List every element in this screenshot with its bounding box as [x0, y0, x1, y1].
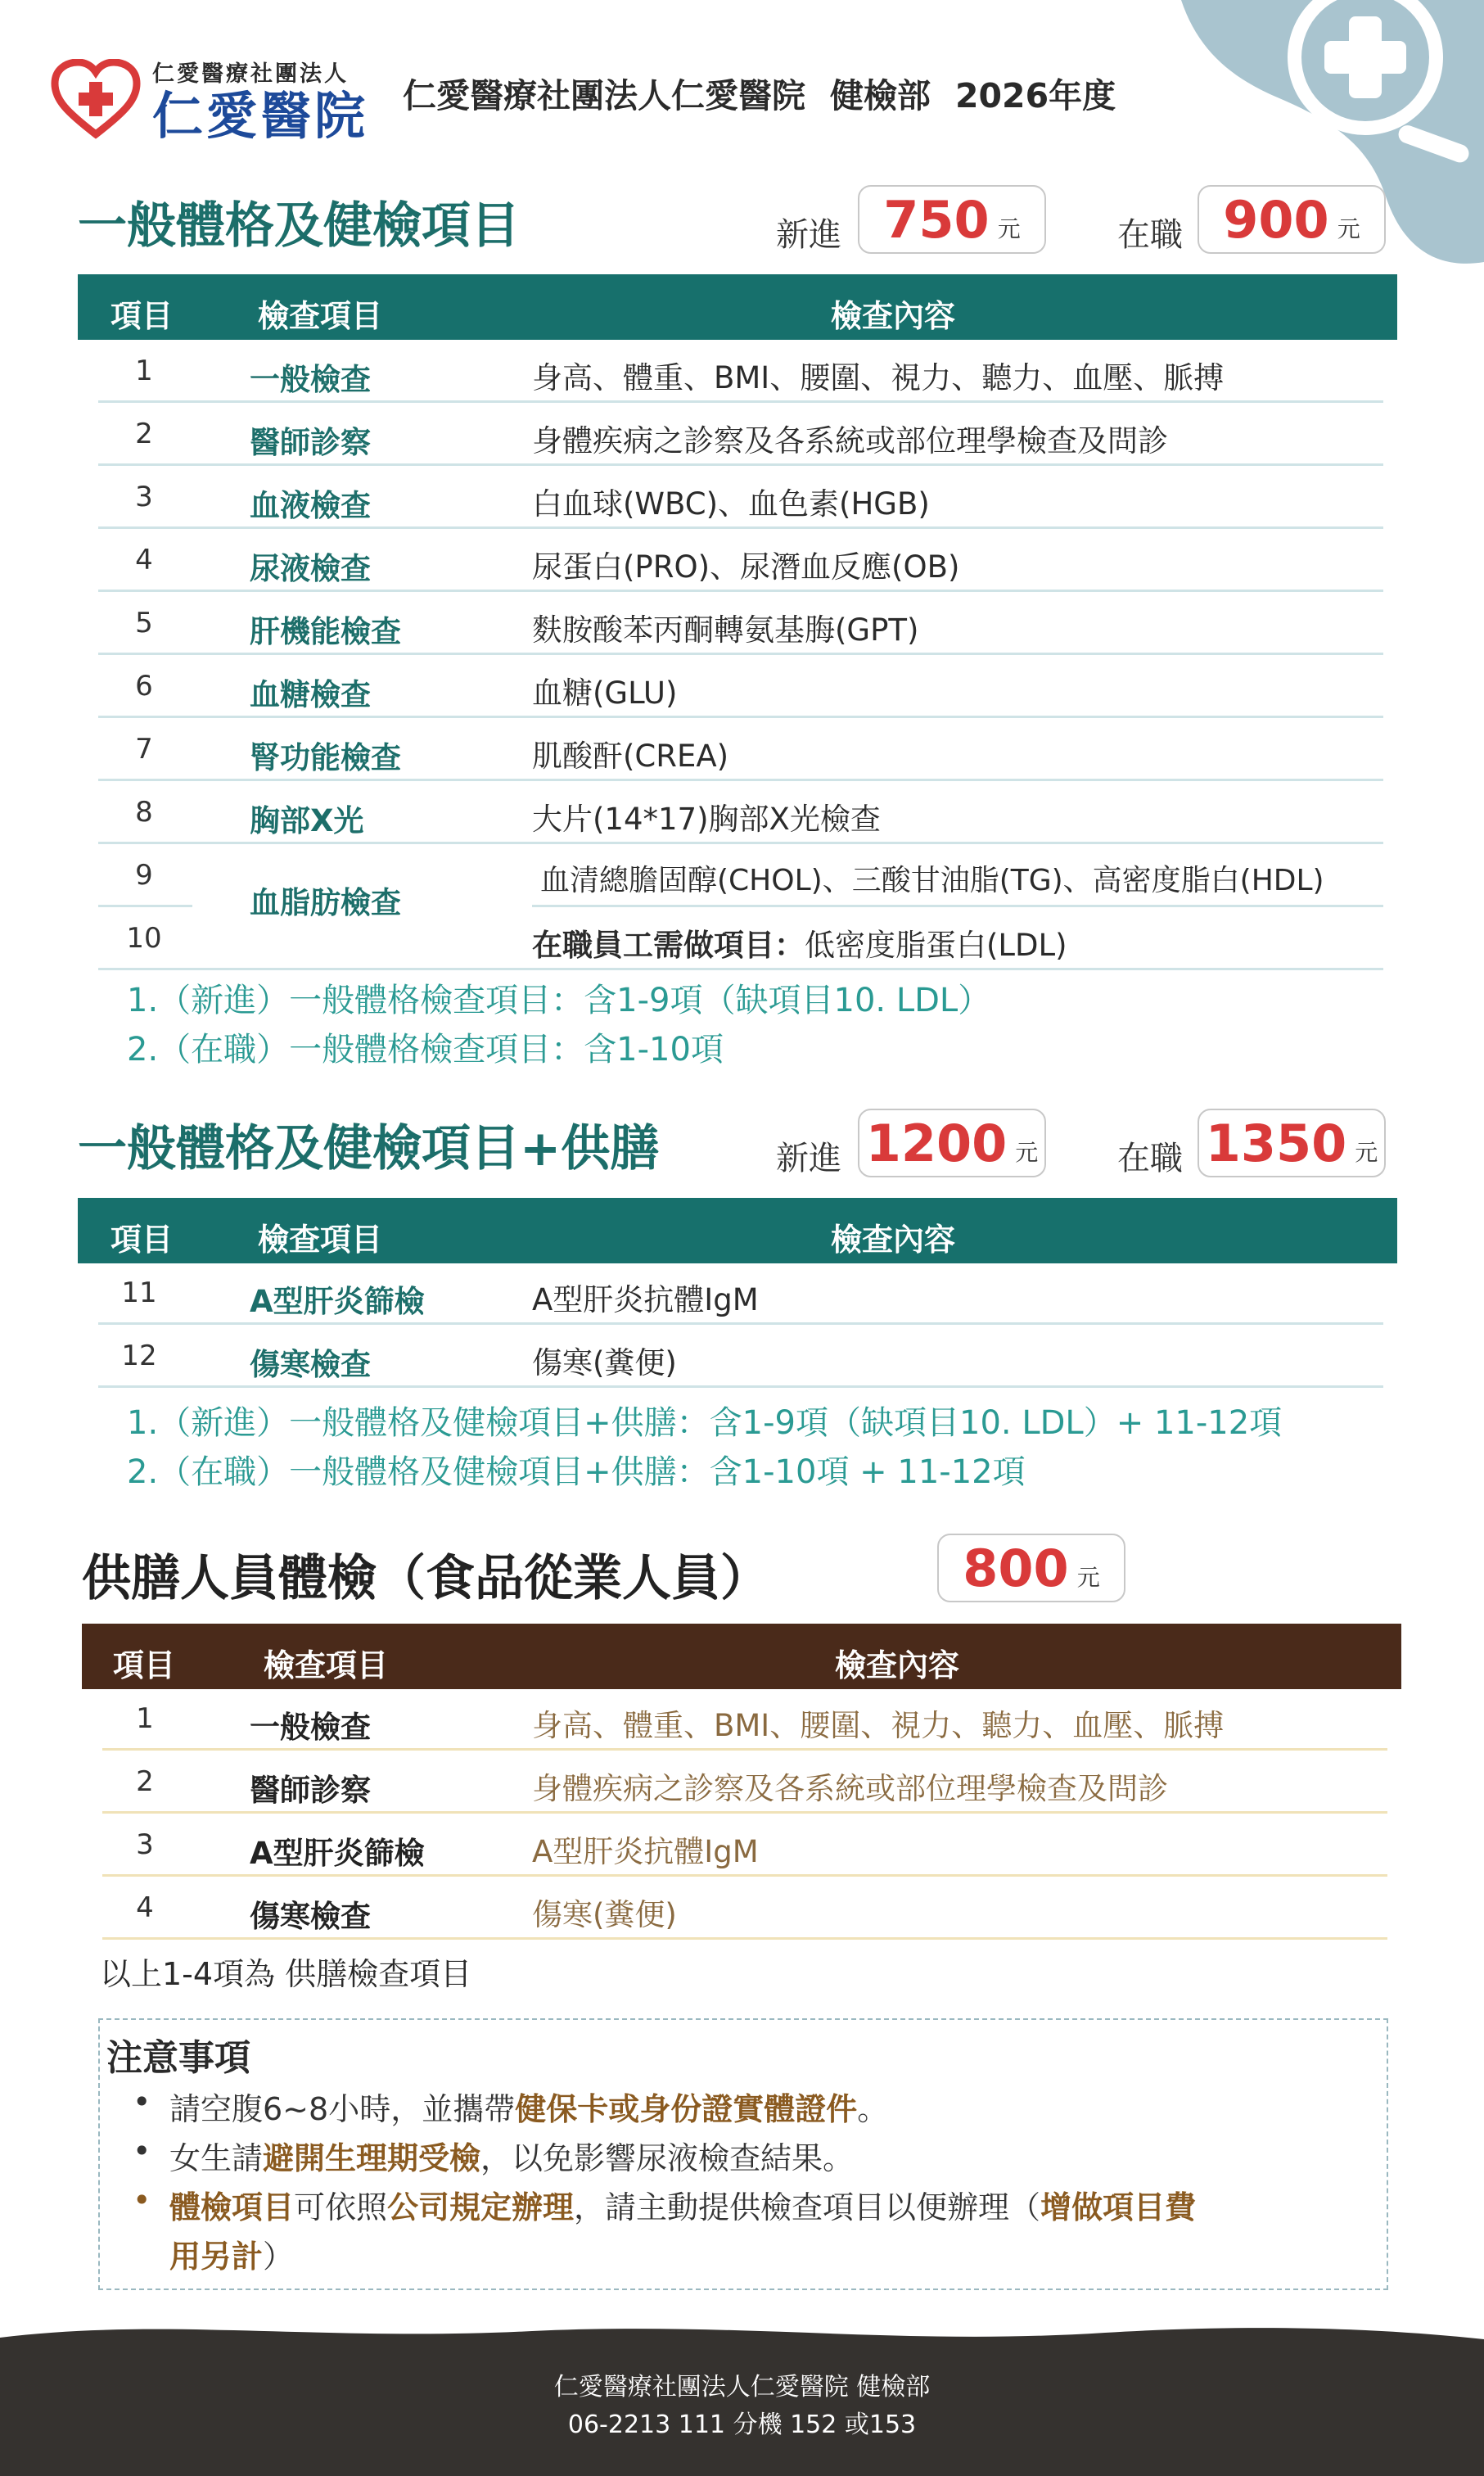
- dept-name: 健檢部: [830, 76, 931, 115]
- row-content: [532, 920, 1067, 965]
- section2-emp-price: 1350: [1205, 1113, 1347, 1173]
- row-content: 身體疾病之診察及各系統或部位理學檢查及問診: [532, 1771, 1168, 1806]
- section2-new-label: 新進: [776, 1140, 841, 1177]
- caution-text: ，以免影響尿液檢查結果。: [480, 2140, 855, 2176]
- section2-note-2: 2.（在職）一般體格及健檢項目+供膳：含1-10項 + 11-12項: [127, 1453, 1026, 1491]
- section1-emp-price-box: [1198, 185, 1386, 254]
- row-item: 醫師診察: [250, 425, 371, 460]
- row-content: A型肝炎抗體IgM: [532, 1834, 759, 1869]
- section1-note-1: 1.（新進）一般體格檢查項目：含1-9項（缺項目10. LDL）: [127, 982, 991, 1019]
- table-row: [102, 1688, 1387, 1751]
- table-row: [98, 655, 1383, 718]
- row-number: 10: [126, 922, 162, 955]
- row-number: 4: [135, 544, 153, 576]
- row-item: 尿液檢查: [250, 551, 371, 586]
- currency-unit: 元: [997, 215, 1021, 242]
- row-content: 尿蛋白(PRO)、尿潛血反應(OB): [532, 549, 960, 585]
- section3-summary: 以上1-4項為 供膳檢查項目: [100, 1956, 472, 1992]
- logo-name: 仁愛醫院: [152, 85, 369, 146]
- row-item: 傷寒檢查: [250, 1347, 371, 1382]
- caution-highlight: 增做項目費: [1040, 2189, 1197, 2225]
- ldl-content: 低密度脂蛋白(LDL): [805, 928, 1067, 963]
- row-divider: [98, 968, 1383, 970]
- row-content: 麩胺酸苯丙酮轉氨基脢(GPT): [532, 612, 919, 648]
- hospital-logo: [51, 56, 368, 145]
- col-header-no: 項目: [111, 1222, 174, 1258]
- row-item: 一般檢查: [250, 362, 371, 397]
- col-header-no: 項目: [113, 1647, 176, 1683]
- section2-note-1: 1.（新進）一般體格及健檢項目+供膳：含1-9項（缺項目10. LDL）+ 11-12項: [127, 1404, 1283, 1442]
- section3-price-box: [937, 1534, 1125, 1602]
- row-number: 3: [135, 481, 153, 513]
- section3-title: 供膳人員體檢（食品從業人員）: [82, 1550, 769, 1607]
- caution-highlight: 避開生理期受檢: [263, 2140, 481, 2176]
- section1-new-price-box: [858, 185, 1046, 254]
- row-number: 12: [121, 1340, 157, 1372]
- section1-title: 一般體格及健檢項目: [78, 197, 520, 255]
- caution-title: 注意事項: [106, 2037, 250, 2079]
- row-number: 9: [135, 859, 153, 892]
- section1-new-label: 新進: [776, 216, 841, 254]
- row-divider: [102, 1937, 1387, 1940]
- row-content: 傷寒(糞便): [532, 1345, 677, 1380]
- section2-new-price-box: [858, 1109, 1046, 1177]
- table-row: [98, 340, 1383, 403]
- row-content: 大片(14*17)胸部X光檢查: [532, 802, 881, 837]
- col-header-item: 檢查項目: [258, 1222, 383, 1258]
- row-content: 身高、體重、BMI、腰圍、視力、聽力、血壓、脈搏: [532, 360, 1225, 395]
- row-number: 11: [121, 1276, 157, 1309]
- col-header-content: 檢查內容: [831, 298, 956, 334]
- section3-price: 800: [963, 1538, 1069, 1598]
- section1-emp-label: 在職: [1117, 216, 1183, 254]
- table-row: [102, 1877, 1387, 1940]
- currency-unit: 元: [1076, 1564, 1100, 1591]
- table-row: [102, 1751, 1387, 1814]
- row-number: 2: [135, 418, 153, 450]
- section2-emp-price-box: [1198, 1109, 1386, 1177]
- currency-unit: 元: [1355, 1139, 1378, 1166]
- section2-new-price: 1200: [865, 1113, 1008, 1173]
- row-content: 傷寒(糞便): [532, 1897, 677, 1932]
- row-number: 8: [135, 796, 153, 829]
- row-content: 身體疾病之診察及各系統或部位理學檢查及問診: [532, 423, 1168, 459]
- page-title: [403, 69, 1140, 117]
- row-item: 腎功能檢查: [250, 740, 401, 775]
- section1-table-header: [78, 274, 1397, 340]
- caution-text: 可依照: [294, 2189, 388, 2225]
- row-number: 7: [135, 733, 153, 766]
- row-content: 白血球(WBC)、血色素(HGB): [532, 486, 930, 522]
- row-item: 一般檢查: [250, 1710, 371, 1745]
- footer-org: 仁愛醫療社團法人仁愛醫院 健檢部: [553, 2373, 931, 2401]
- row-item: 醫師診察: [250, 1773, 371, 1808]
- row-item: 血糖檢查: [250, 677, 371, 712]
- row-item: A型肝炎篩檢: [250, 1284, 425, 1319]
- row-item: 血液檢查: [250, 488, 371, 523]
- caution-text: 。: [857, 2091, 889, 2127]
- row-number: 5: [135, 607, 153, 639]
- caution-text: ）: [263, 2239, 295, 2275]
- caution-highlight: 健保卡或身份證實體證件: [515, 2091, 858, 2127]
- table-row: [98, 592, 1383, 655]
- section2-table-header: [78, 1198, 1397, 1263]
- row-content: 血清總膽固醇(CHOL)、三酸甘油脂(TG)、高密度脂白(HDL): [540, 864, 1324, 897]
- employee-required-label: 在職員工需做項目：: [532, 928, 805, 963]
- section2-emp-label: 在職: [1117, 1140, 1183, 1177]
- table-row: [98, 403, 1383, 466]
- row-content: A型肝炎抗體IgM: [532, 1282, 759, 1317]
- col-header-item: 檢查項目: [258, 298, 383, 334]
- row-number: 1: [135, 355, 153, 387]
- row-content: 肌酸酐(CREA): [532, 739, 729, 774]
- caution-highlight: 體檢項目: [169, 2189, 295, 2225]
- caution-text: ，請主動提供檢查項目以便辦理（: [574, 2189, 1041, 2225]
- section1-new-price: 750: [883, 189, 990, 250]
- table-row: [102, 1814, 1387, 1877]
- table-row: [98, 718, 1383, 781]
- row-divider: [98, 1385, 1383, 1388]
- bullet-icon: •: [133, 2084, 151, 2120]
- section3-table-header: [82, 1624, 1401, 1689]
- year-label: 2026年度: [955, 76, 1116, 115]
- table-row: [98, 781, 1383, 844]
- row-content: 身高、體重、BMI、腰圍、視力、聽力、血壓、脈搏: [532, 1708, 1225, 1743]
- table-row: [98, 529, 1383, 592]
- header: [51, 51, 1116, 149]
- row-number: 3: [136, 1828, 154, 1861]
- org-name: 仁愛醫療社團法人仁愛醫院: [403, 76, 805, 115]
- bullet-icon: •: [133, 2182, 151, 2218]
- row-number: 4: [136, 1891, 154, 1924]
- section1-emp-price: 900: [1223, 189, 1329, 250]
- row-item: 傷寒檢查: [250, 1899, 371, 1934]
- bullet-icon: •: [133, 2133, 151, 2169]
- caution-text: 請空腹6~8小時，並攜帶: [169, 2091, 516, 2127]
- footer-phone: 06-2213 111 分機 152 或153: [567, 2410, 917, 2439]
- section1-note-2: 2.（在職）一般體格檢查項目：含1-10項: [127, 1031, 724, 1069]
- row-item: 血脂肪檢查: [250, 885, 401, 920]
- caution-text: 女生請: [169, 2140, 264, 2176]
- table-row: [98, 1262, 1383, 1325]
- caution-highlight: 用另計: [169, 2239, 264, 2275]
- row-number: 1: [136, 1702, 154, 1735]
- table-row: [98, 466, 1383, 529]
- currency-unit: 元: [1337, 215, 1360, 242]
- col-header-no: 項目: [111, 298, 174, 334]
- col-header-content: 檢查內容: [831, 1222, 956, 1258]
- row-number: 6: [135, 670, 153, 703]
- col-header-content: 檢查內容: [835, 1647, 960, 1683]
- table-row: [98, 1325, 1383, 1388]
- caution-highlight: 公司規定辦理: [387, 2189, 575, 2225]
- caution-box: [98, 2018, 1388, 2290]
- row-item: 肝機能檢查: [250, 614, 401, 649]
- row-item: 胸部X光: [250, 803, 364, 838]
- col-header-item: 檢查項目: [264, 1647, 389, 1683]
- row-content: 血糖(GLU): [532, 675, 678, 711]
- logo-subtitle: 仁愛醫療社團法人: [152, 61, 349, 87]
- heart-cross-icon: [51, 59, 141, 141]
- currency-unit: 元: [1015, 1139, 1039, 1166]
- section2-title: 一般體格及健檢項目+供膳: [78, 1120, 660, 1177]
- row-item: A型肝炎篩檢: [250, 1836, 425, 1871]
- row-number: 2: [136, 1765, 154, 1798]
- merged-item-cell: [250, 868, 446, 931]
